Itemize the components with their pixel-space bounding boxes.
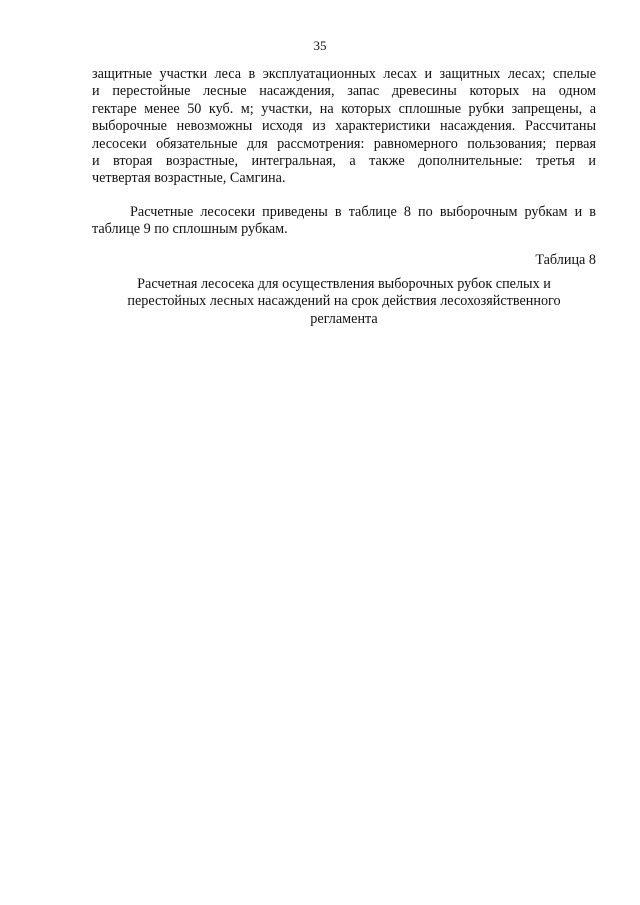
table-caption: [92, 276, 596, 328]
body-paragraph-exclusions: [92, 66, 596, 188]
page-number: 35: [313, 38, 327, 53]
paragraph-line: и перестойные лесные насаждения, запас древесины которых на одном: [92, 83, 596, 100]
caption-line: перестойных лесных насаждений на срок действия лесохозяйственного: [127, 293, 561, 310]
paragraph-line: гектаре менее 50 куб. м; участки, на которых сплошные рубки запрещены, а: [92, 100, 596, 117]
paragraph-line: таблице 9 по сплошным рубкам.: [92, 221, 288, 238]
paragraph-line: выборочные невозможны исходя из характеристики насаждения. Рассчитаны: [92, 118, 596, 135]
paragraph-line: четвертая возрастные, Самгина.: [92, 170, 286, 187]
paragraph-line: защитные участки леса в эксплуатационных лесах и защитных лесах; спелые: [92, 66, 596, 82]
paragraph-line: и вторая возрастные, интегральная, а также дополнительные: третья и: [92, 153, 596, 170]
paragraph-line: лесосеки обязательные для рассмотрения: равномерного пользования; первая: [92, 135, 596, 152]
body-paragraph-tables-reference: [92, 204, 596, 239]
paragraph-line: Расчетные лесосеки приведены в таблице 8 по выборочным рубкам и в: [130, 204, 596, 220]
caption-line: Расчетная лесосека для осуществления выборочных рубок спелых и: [137, 276, 551, 292]
table-number-label: Таблица 8: [535, 252, 596, 268]
caption-line: регламента: [310, 310, 378, 327]
